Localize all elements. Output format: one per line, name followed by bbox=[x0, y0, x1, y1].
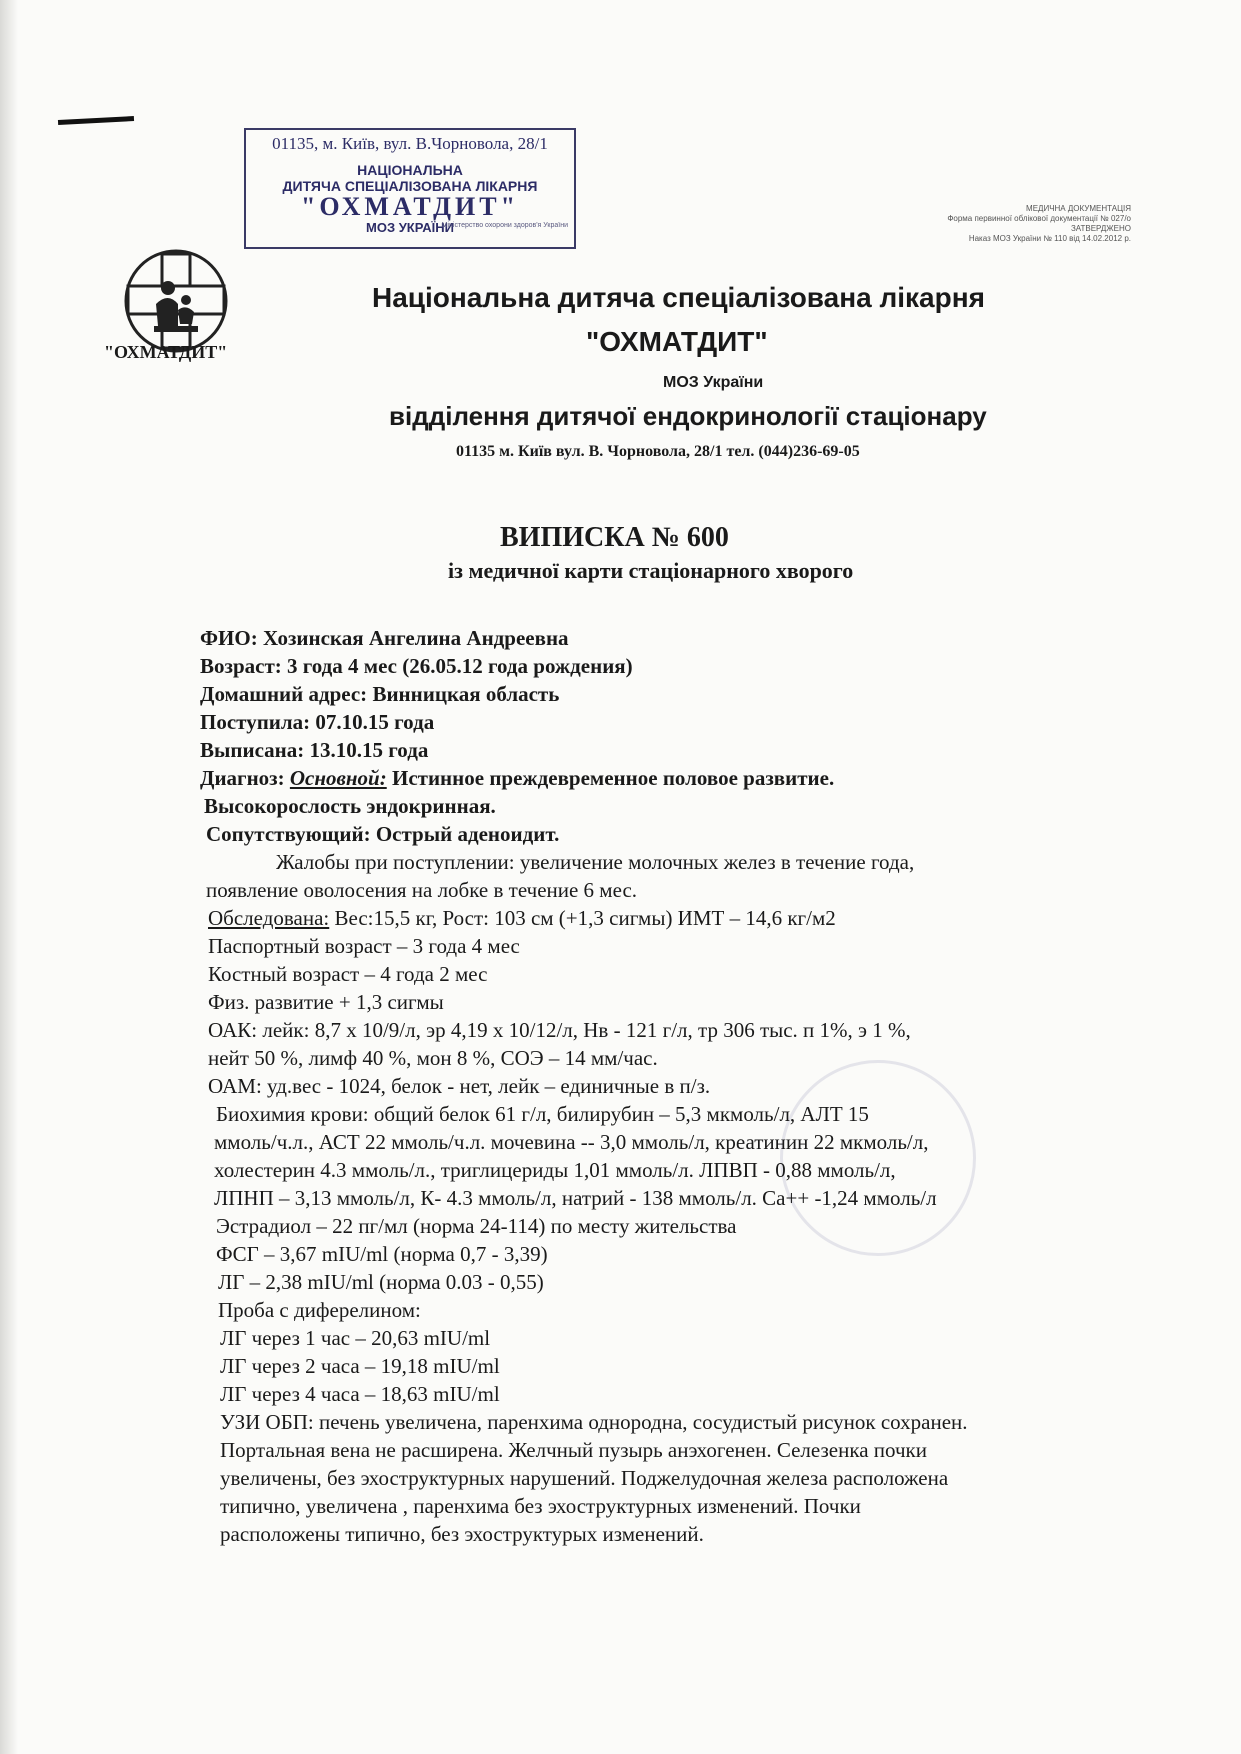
lh-2-hours: ЛГ через 2 часа – 19,18 mIU/ml bbox=[220, 1354, 500, 1378]
age-label: Возраст: bbox=[200, 654, 282, 678]
fio-value: Хозинская Ангелина Андреевна bbox=[262, 626, 569, 650]
document-title: ВИПИСКА № 600 bbox=[500, 522, 729, 553]
form-note-line-3: ЗАТВЕРДЖЕНО bbox=[1070, 224, 1131, 233]
exam-value: Вес:15,5 кг, Рост: 103 см (+1,3 сигмы) ИМТ – 14,6 кг/м2 bbox=[334, 906, 836, 930]
exam-label: Обследована: bbox=[208, 906, 330, 930]
patient-fio bbox=[200, 626, 569, 651]
diagnosis-main-2: Высокорослость эндокринная. bbox=[204, 794, 496, 818]
biochemistry-line-1: Биохимия крови: общий белок 61 г/л, билирубин – 5,3 мкмоль/л, АЛТ 15 bbox=[216, 1102, 869, 1126]
logo-caption: "ОХМАТДИТ" bbox=[104, 342, 228, 362]
fio-label: ФИО: bbox=[200, 626, 258, 650]
form-note bbox=[891, 204, 1131, 244]
form-note-line-2: Форма первинної облікової документації № 027/о bbox=[947, 214, 1131, 223]
stamp-line-3: "ОХМАТДИТ" bbox=[300, 192, 520, 221]
stamp-small-print: Міністерство охорони здоров'я України bbox=[441, 222, 568, 229]
admitted-label: Поступила: bbox=[200, 710, 311, 734]
blood-test-line-2: нейт 50 %, лимф 40 %, мон 8 %, СОЭ – 14 мм/час. bbox=[208, 1046, 658, 1070]
ultrasound-line-5: расположены типично, без эхоструктурых изменений. bbox=[220, 1522, 704, 1546]
biochemistry-line-2: ммоль/ч.л., АСТ 22 ммоль/ч.л. мочевина -- 3,0 ммоль/л, креатинин 22 мкмоль/л, bbox=[214, 1130, 929, 1154]
ultrasound-line-1: УЗИ ОБП: печень увеличена, паренхима однородна, сосудистый рисунок сохранен. bbox=[220, 1410, 968, 1434]
blood-test-line-1: ОАК: лейк: 8,7 х 10/9/л, эр 4,19 х 10/12/л, Нв - 121 г/л, тр 306 тыс. п 1%, э 1 %, bbox=[208, 1018, 911, 1042]
diagnosis-label: Диагноз: bbox=[200, 766, 285, 790]
biochemistry-line-3: холестерин 4.3 ммоль/л., триглицериды 1,01 ммоль/л. ЛПВП - 0,88 ммоль/л, bbox=[214, 1158, 896, 1182]
age-value: 3 года 4 мес (26.05.12 года рождения) bbox=[287, 654, 633, 678]
diagnosis-main-label: Основной: bbox=[289, 766, 387, 790]
scan-edge-shadow bbox=[0, 0, 18, 1754]
hospital-name: Національна дитяча спеціалізована лікарня bbox=[372, 282, 985, 313]
ultrasound-line-3: увеличены, без эхоструктурных нарушений. Поджелудочная железа расположена bbox=[220, 1466, 949, 1490]
exam-line bbox=[208, 906, 836, 931]
lh-1-hour: ЛГ через 1 час – 20,63 mIU/ml bbox=[220, 1326, 491, 1350]
discharged-label: Выписана: bbox=[200, 738, 305, 762]
department-name: відділення дитячої ендокринології стаціонару bbox=[389, 401, 987, 431]
form-note-line-1: МЕДИЧНА ДОКУМЕНТАЦІЯ bbox=[1026, 204, 1131, 213]
admission-date bbox=[200, 710, 434, 735]
ink-dash-mark bbox=[58, 116, 134, 125]
biochemistry-line-4: ЛПНП – 3,13 ммоль/л, К- 4.3 ммоль/л, натрий - 138 ммоль/л. Са++ -1,24 ммоль/л bbox=[214, 1186, 937, 1210]
diphereline-test: Проба с диферелином: bbox=[218, 1298, 421, 1322]
hospital-address: 01135 м. Київ вул. В. Чорновола, 28/1 тел. (044)236-69-05 bbox=[456, 443, 860, 460]
diagnosis-main bbox=[200, 766, 834, 791]
urine-test: ОАМ: уд.вес - 1024, белок - нет, лейк – единичные в п/з. bbox=[208, 1074, 711, 1098]
form-note-line-4: Наказ МОЗ України № 110 від 14.02.2012 р. bbox=[968, 234, 1131, 243]
ultrasound-line-2: Портальная вена не расширена. Желчный пузырь анэхогенен. Селезенка почки bbox=[220, 1438, 927, 1462]
lh: ЛГ – 2,38 mIU/ml (норма 0.03 - 0,55) bbox=[218, 1270, 544, 1294]
fsh: ФСГ – 3,67 mIU/ml (норма 0,7 - 3,39) bbox=[216, 1242, 548, 1266]
stamp-line-4: МОЗ УКРАЇНИ bbox=[366, 220, 454, 235]
stamp-line-1: НАЦІОНАЛЬНА bbox=[357, 162, 463, 178]
physical-development: Физ. развитие + 1,3 сигмы bbox=[208, 990, 444, 1014]
estradiol: Эстрадиол – 22 пг/мл (норма 24-114) по месту жительства bbox=[216, 1214, 737, 1238]
address-label: Домашний адрес: bbox=[200, 682, 368, 706]
admitted-value: 07.10.15 года bbox=[315, 710, 435, 734]
stamp-address: 01135, м. Київ, вул. В.Чорновола, 28/1 bbox=[272, 134, 548, 153]
discharge-date bbox=[200, 738, 428, 763]
address-value: Винницкая область bbox=[372, 682, 560, 706]
discharged-value: 13.10.15 года bbox=[309, 738, 429, 762]
patient-age bbox=[200, 654, 633, 679]
ultrasound-line-4: типично, увеличена , паренхима без эхоструктурных изменений. Почки bbox=[220, 1494, 861, 1518]
hospital-short-name: "ОХМАТДИТ" bbox=[586, 326, 768, 357]
document-subtitle: із медичної карти стаціонарного хворого bbox=[448, 558, 854, 583]
bone-age: Костный возраст – 4 года 2 мес bbox=[208, 962, 488, 986]
passport-age: Паспортный возраст – 3 года 4 мес bbox=[208, 934, 520, 958]
diagnosis-main-value: Истинное преждевременное половое развитие. bbox=[391, 766, 835, 790]
stamp-line-2: ДИТЯЧА СПЕЦІАЛІЗОВАНА ЛІКАРНЯ bbox=[282, 178, 538, 194]
patient-address bbox=[200, 682, 559, 707]
lh-4-hours: ЛГ через 4 часа – 18,63 mIU/ml bbox=[220, 1382, 500, 1406]
complaints-line-1: Жалобы при поступлении: увеличение молочных желез в течение года, bbox=[276, 850, 915, 874]
diagnosis-concomitant: Сопутствующий: Острый аденоидит. bbox=[206, 822, 560, 846]
complaints-line-2: появление оволосения на лобке в течение 6 мес. bbox=[206, 878, 638, 902]
ministry-name: МОЗ України bbox=[663, 374, 764, 391]
hospital-stamp bbox=[244, 128, 576, 249]
